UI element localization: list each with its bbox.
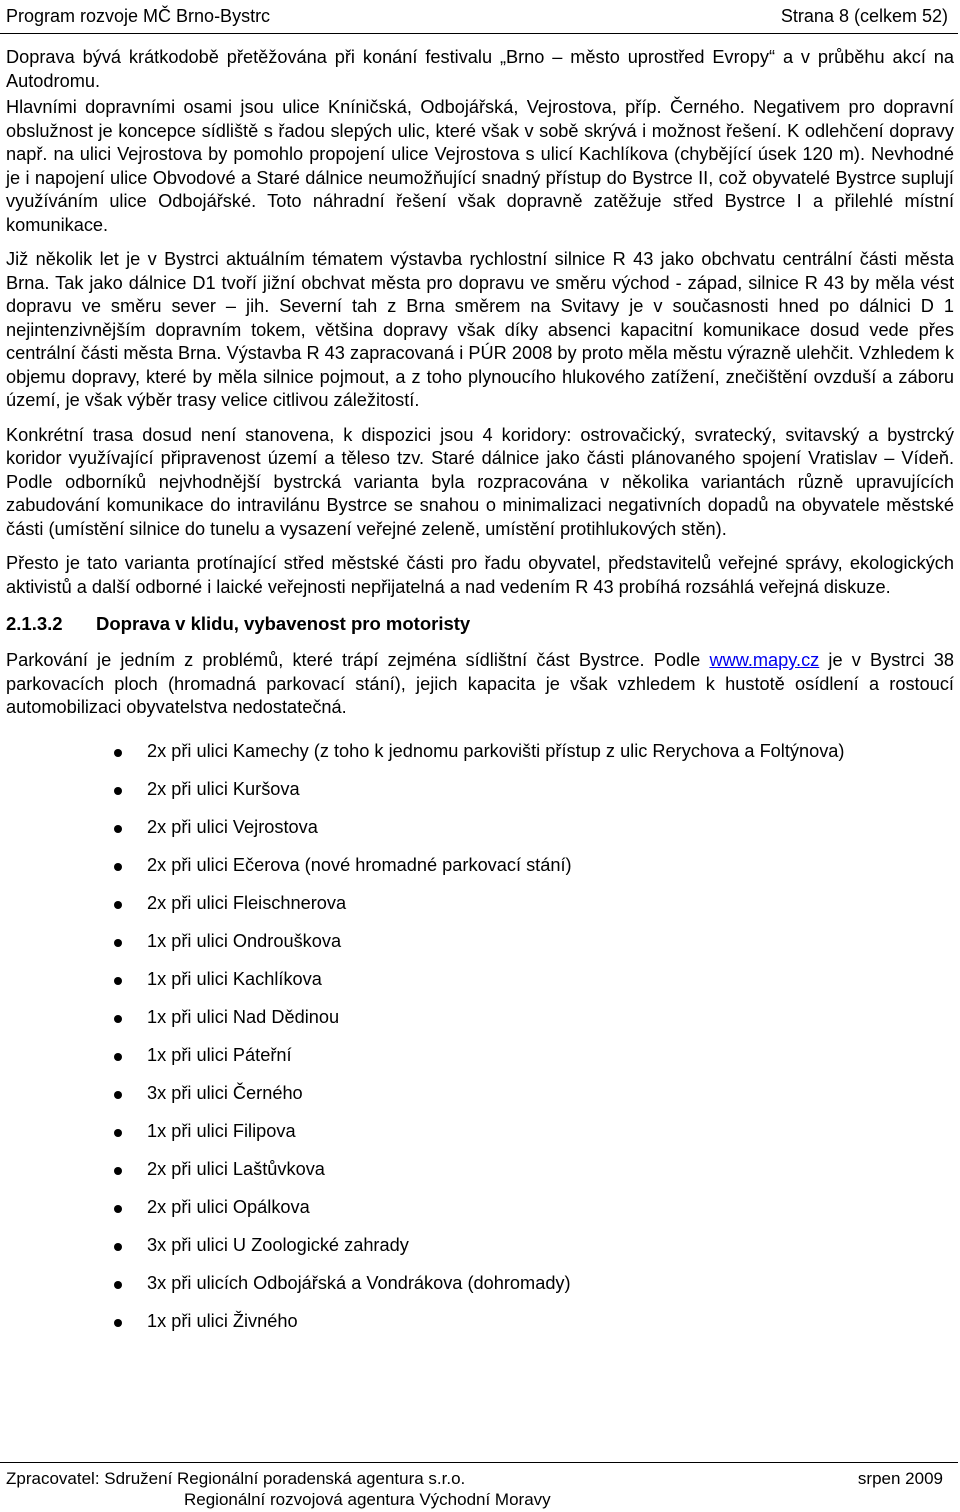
bullet-icon xyxy=(114,1243,122,1251)
paragraph-discussion: Přesto je tato varianta protínající střed městské části pro řadu obyvatel, představitelů veřejné správy, ekologických aktivistů a další odborné i laické veřejnosti nepřijatelná a nad vedením R 43 probíhá rozsáhlá veřejná diskuze. xyxy=(6,553,954,597)
list-item: 1x při ulici Páteřní xyxy=(6,1044,954,1082)
footer-author: Zpracovatel: Sdružení Regionální poradenská agentura s.r.o. xyxy=(6,1469,466,1488)
page-footer xyxy=(0,1462,960,1512)
list-item: 2x při ulici Kuršova xyxy=(6,778,954,816)
bullet-icon xyxy=(114,825,122,833)
list-item: 1x při ulici Nad Dědinou xyxy=(6,1006,954,1044)
bullet-icon xyxy=(114,901,122,909)
list-item: 2x při ulici Vejrostova xyxy=(6,816,954,854)
list-item: 2x při ulici Fleischnerova xyxy=(6,892,954,930)
paragraph-corridors: Konkrétní trasa dosud není stanovena, k dispozici jsou 4 koridory: ostrovačický, svratecký, svitavský a bystrcký koridor využívající připravenost území a těleso tzv. Staré dálnice jako části plánovaného spojení Vratislav – Vídeň. Podle odborníků nejvhodnější bystrcká varianta byla rozpracována v několika variantách různě upravujících zabudování komunikace do intravilánu Bystrce se snahou o minimalizaci negativních dopadů na obyvatele městské části (umístění silnice do tunelu a vysazení veřejné zeleně, umístění protihlukových stěn). xyxy=(6,424,954,539)
section-number: 2.1.3.2 xyxy=(6,613,63,634)
parking-text-after: je v Bystrci 38 parkovacích ploch (hromadná parkovací stání), jejich kapacita je však vzhledem k hustotě osídlení a rostoucí automobilizaci obyvatelstva nedostatečná. xyxy=(6,650,954,717)
footer-author-2: Regionální rozvojová agentura Východní Moravy xyxy=(184,1490,551,1509)
bullet-icon xyxy=(114,977,122,985)
bullet-icon xyxy=(114,1205,122,1213)
bullet-icon xyxy=(114,1015,122,1023)
bullet-icon xyxy=(114,787,122,795)
paragraph-r43: Již několik let je v Bystrci aktuálním tématem výstavba rychlostní silnice R 43 jako obchvatu centrální části města Brna. Tak jako dálnice D1 tvoří jižní obchvat města pro dopravu ve směru východ - západ, silnice R 43 by měla vést dopravu ve směru sever – jih. Severní tah z Brna směrem na Svitavy je v současnosti hned po dálnici D 1 nejintenzivnějším dopravním tokem, většina dopravy však díky absenci kapacitní komunikace dosud vede přes centrální části města Brna. Výstavba R 43 zapracovaná i PÚR 2008 by proto měla městu výrazně ulehčit. Vzhledem k objemu dopravy, které by měla silnice pojmout, a z toho plynoucího hlukového zatížení, znečištění ovzduší a záboru území, je však výběr trasy velice citlivou záležitostí. xyxy=(6,249,954,410)
parking-list xyxy=(6,740,954,1348)
list-item: 1x při ulici Živného xyxy=(6,1310,954,1348)
bullet-icon xyxy=(114,1167,122,1175)
footer-date: srpen 2009 xyxy=(857,1469,943,1488)
list-item: 1x při ulici Filipova xyxy=(6,1120,954,1158)
bullet-icon xyxy=(114,1129,122,1137)
header-divider xyxy=(0,33,958,34)
bullet-icon xyxy=(114,749,122,757)
footer-divider xyxy=(0,1462,958,1463)
paragraph-parking xyxy=(6,649,954,720)
list-item: 2x při ulici Opálkova xyxy=(6,1196,954,1234)
parking-text-before: Parkování je jedním z problémů, které trápí zejména sídlištní část Bystrce. Podle xyxy=(6,650,710,670)
bullet-icon xyxy=(114,1281,122,1289)
list-item: 2x při ulici Kamechy (z toho k jednomu parkovišti přístup z ulic Rerychova a Foltýnova) xyxy=(6,740,954,778)
bullet-icon xyxy=(114,863,122,871)
paragraph-main-roads: Hlavními dopravními osami jsou ulice Kníničská, Odbojářská, Vejrostova, příp. Černého. Negativem pro dopravní obslužnost je koncepce sídliště s řadou slepých ulic, které však v sobě skrývá i možnost řešení. K odlehčení dopravy např. na ulici Vejrostova by pomohlo propojení ulice Vejrostova s ulicí Kachlíkova (chybějící úsek 120 m). Nevhodné je i napojení ulice Obvodové a Staré dálnice neumožňující snadný přístup do Bystrce II, což obyvatelé Bystrce suplují využíváním ulice Odbojářské. Toto náhradní řešení však dopravně zatěžuje střed Bystrce I a přilehlé místní komunikace. xyxy=(6,97,954,235)
document-body xyxy=(6,46,954,1348)
document-title: Program rozvoje MČ Brno-Bystrc xyxy=(6,6,271,26)
mapy-link[interactable]: www.mapy.cz xyxy=(709,650,820,670)
bullet-icon xyxy=(114,939,122,947)
bullet-icon xyxy=(114,1053,122,1061)
list-item: 1x při ulici Kachlíkova xyxy=(6,968,954,1006)
paragraph-festival: Doprava bývá krátkodobě přetěžována při konání festivalu „Brno – město uprostřed Evropy“ a v průběhu akcí na Autodromu. xyxy=(6,47,954,91)
list-item: 3x při ulicích Odbojářská a Vondrákova (dohromady) xyxy=(6,1272,954,1310)
page-number: Strana 8 (celkem 52) xyxy=(780,6,948,26)
section-heading xyxy=(6,612,954,638)
bullet-icon xyxy=(114,1091,122,1099)
section-title: Doprava v klidu, vybavenost pro motoristy xyxy=(96,613,471,634)
list-item: 2x při ulici Ečerova (nové hromadné parkovací stání) xyxy=(6,854,954,892)
list-item: 3x při ulici Černého xyxy=(6,1082,954,1120)
list-item: 3x při ulici U Zoologické zahrady xyxy=(6,1234,954,1272)
list-item: 2x při ulici Laštůvkova xyxy=(6,1158,954,1196)
bullet-icon xyxy=(114,1319,122,1327)
page-header xyxy=(0,0,960,38)
list-item: 1x při ulici Ondrouškova xyxy=(6,930,954,968)
